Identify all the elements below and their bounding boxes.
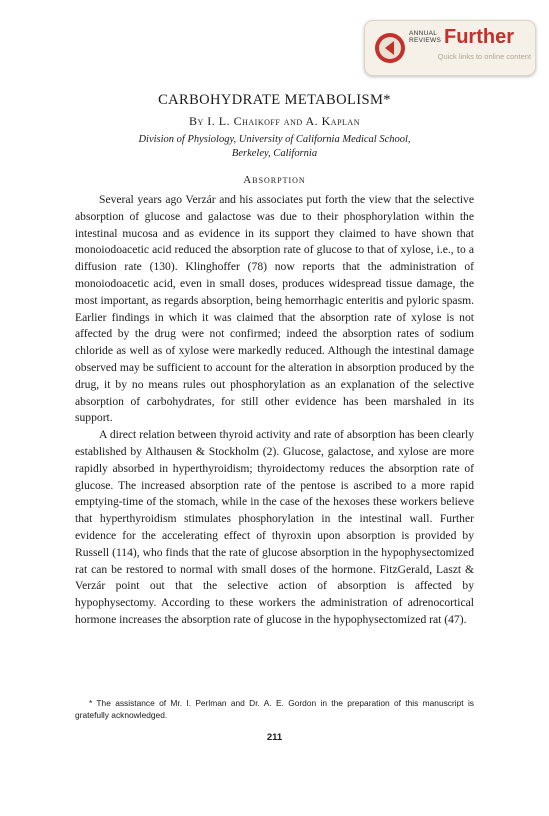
- further-badge[interactable]: [364, 20, 536, 76]
- affiliation-line-2: Berkeley, California: [231, 148, 318, 159]
- section-heading: Absorption: [243, 174, 306, 186]
- affiliation-line-1: Division of Physiology, University of California Medical School,: [138, 134, 411, 145]
- badge-reviews-text: REVIEWS: [409, 37, 442, 44]
- article-title: CARBOHYDRATE METABOLISM*: [158, 92, 391, 108]
- author-affiliation: [72, 133, 477, 161]
- badge-annual-text: ANNUAL: [409, 30, 438, 37]
- badge-further-text: Further: [444, 26, 514, 48]
- footnote: * The assistance of Mr. I. Perlman and Dr. A. E. Gordon in the preparation of this manuscript is gratefully acknowledged.: [75, 698, 474, 720]
- article-body: [75, 192, 474, 629]
- paragraph-1: Several years ago Verzár and his associates put forth the view that the selective absorption of glucose and galactose was due to their phosphorylation within the intestinal mucosa and as evidence in its support they claimed to have shown that monoiodoacetic acid reduced the absorption rate of glucose to that of xylose, i.e., to a diffusion rate (130). Klinghoffer (78) now reports that the administration of monoiodoacetic acid, even in small doses, produces widespread tissue damage, the most important, as regards absorption, being hemorrhagic enteritis and pyloric spasm. Earlier findings in which it was claimed that the absorption rate of xylose is not affected by the drug were not confirmed; indeed the absorption rates of sodium chloride as well as of xylose were markedly reduced. Although the intestinal damage observed may be sufficient to account for the alteration in absorption produced by the drug, it by no means rules out phosphorylation as an explanation of the selective absorption of carbohydrates, for still other evidence has been marshaled in its support.: [75, 193, 474, 425]
- paragraph-2: A direct relation between thyroid activity and rate of absorption has been clearly established by Althausen & Stockholm (2). Glucose, galactose, and xylose are more rapidly absorbed in hyperthyroidism; thyroidectomy reduces the absorption rate of glucose. The increased absorption rate of the pentose is ascribed to a more rapid emptying-time of the stomach, while in the case of the hexoses these workers believe that hyperthyroidism stimulates phosphorylation in the intestinal wall. Further evidence for the accelerating effect of thyroxin upon absorption is provided by Russell (114), who finds that the rate of glucose absorption in the hypophysectomized rat can be restored to normal with small doses of the hormone. FitzGerald, Laszt & Verzár point out that the selective action of absorption is affected by hypophysectomy. According to these workers the administration of adrenocortical hormone increases the absorption rate of glucose in the hypophysectomized rat (47).: [75, 428, 474, 626]
- page-number: 211: [266, 732, 283, 743]
- play-circle-icon: [373, 31, 407, 65]
- article-authors: By I. L. Chaikoff and A. Kaplan: [189, 114, 360, 128]
- badge-subtitle[interactable]: Quick links to online content: [437, 52, 531, 61]
